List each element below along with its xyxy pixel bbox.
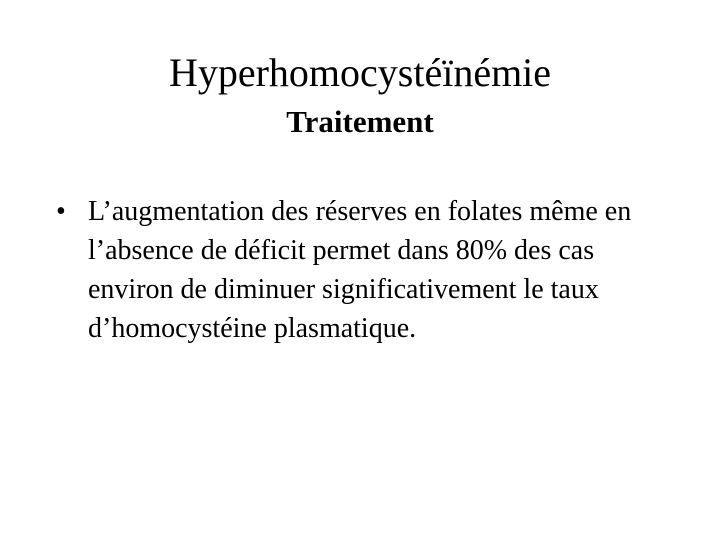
bullet-marker: • <box>56 196 66 227</box>
slide-subtitle: Traitement <box>286 104 434 139</box>
bullet-list <box>56 192 676 348</box>
bullet-item <box>56 192 676 348</box>
slide-title: Hyperhomocystéïnémie <box>168 50 552 95</box>
bullet-text: L’augmentation des réserves en folates même en l’absence de déficit permet dans 80% des cas environ de diminuer significativement le taux d’homocystéine plasmatique. <box>88 196 632 344</box>
